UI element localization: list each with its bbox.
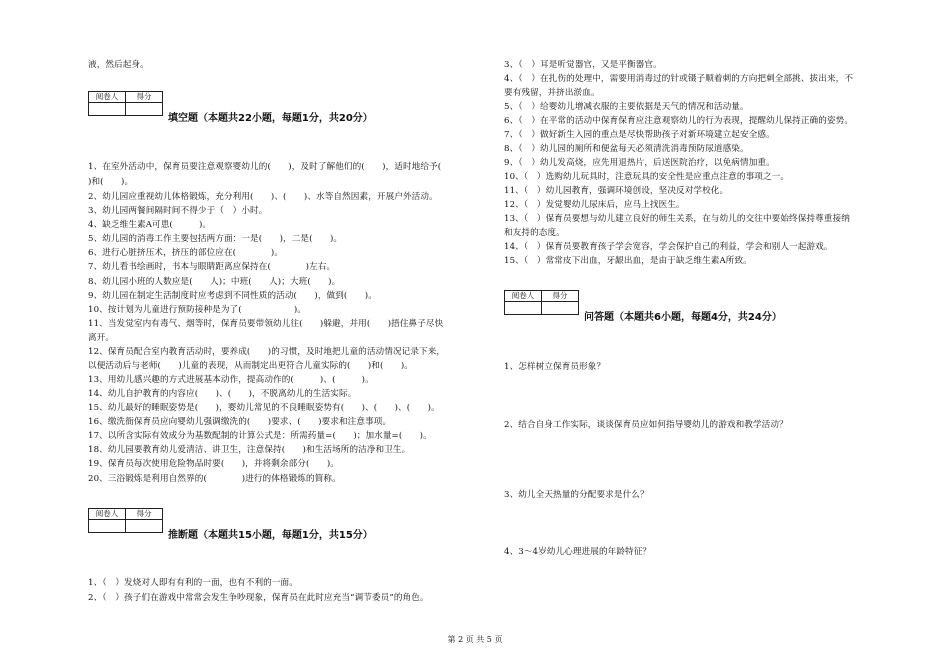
fill-line: 9、幼儿园在制定生活制度时应考虑到不同性质的活动( )，做到( )。 [88,291,377,301]
fill-line: 7、幼儿看书绘画时，书本与眼睛距离应保持在( )左右。 [88,262,336,272]
fill-line: 20、三浴锻炼是利用自然界的( )进行的体格锻炼的简称。 [88,474,341,484]
judge-line: 15、（ ）常常皮下出血，牙龈出血，是由于缺乏维生素A所致。 [504,256,752,266]
judge-line: 3、（ ）耳是听觉器官，又是平衡器官。 [504,60,662,70]
continued-text: 液，然后起身。 [88,60,149,70]
score-label: 得分 [542,291,579,302]
reviewer-label: 阅卷人 [89,92,126,103]
qa-question: 2、结合自身工作实际，谈谈保育员应如何指导婴幼儿的游戏和教学活动？ [504,420,788,430]
judge-line: 9、（ ）幼儿发高烧，应先用退热片，后送医院治疗，以免病情加重。 [504,158,775,168]
fill-line: 6、进行心脏挤压术，挤压的部位应在( )。 [88,248,284,258]
judge-line: 11、（ ）幼儿园教育，强调环境创设，坚决反对学校化。 [504,186,729,196]
fill-line: 1、在室外活动中，保育员要注意观察婴幼儿的( )，及时了解他们的( )，适时地给予( [88,162,442,172]
fill-line: 3、幼儿园两餐间隔时间不得少于（ ）小时。 [88,206,268,216]
reviewer-cell [505,302,542,315]
qa-section-title: 问答题（本题共6小题，每题4分，共24分） [584,312,782,323]
judge-line: 10、（ ）选购幼儿玩具时，注意玩具的安全性是应重点注意的事项之一。 [504,172,790,182]
fill-line: 14、幼儿自护教育的内容应( )、( )，不脱离幼儿的生活实际。 [88,389,357,399]
score-label: 得分 [126,509,163,520]
qa-question: 1、怎样树立保育员形象？ [504,362,606,372]
judge-line: 12、（ ）发觉婴幼儿尿床后，应马上找医生。 [504,200,685,210]
judge-line: 8、（ ）幼儿园的厕所和便盆每天必须清洗消毒预防尿道感染。 [504,144,749,154]
fill-line: 离开。 [88,333,115,343]
fill-line: 10、按计划为儿童进行预防接种是为了( )。 [88,305,306,315]
score-cell [542,302,579,315]
judge-line: 4、（ ）在扎伤的处理中，需要用消毒过的针或镊子顺着刺的方向把刺全部挑、拔出来，不 [504,74,854,84]
judge-line: 6、（ ）在平常的活动中保育保育应注意观察幼儿的行为表现，提醒幼儿保持正确的姿势。 [504,116,854,126]
score-cell [126,520,163,533]
score-label: 得分 [126,92,163,103]
judge-section-title: 推断题（本题共15小题，每题1分，共15分） [168,530,373,541]
fill-line: 4、缺乏维生素A可患( )。 [88,220,212,230]
judge-line: 和友持的态度。 [504,228,565,238]
fill-line: 11、当发觉室内有毒气、烟等时，保育员要带领幼儿往( )躲避，并用( )捂住鼻子尽快 [88,319,444,329]
score-box-qa [504,290,579,315]
reviewer-label: 阅卷人 [89,509,126,520]
judge-line: 7、（ ）做好新生入园的重点是尽快帮助孩子对新环境建立起安全感。 [504,130,775,140]
fill-line: 13、用幼儿感兴趣的方式进展基本动作，提高动作的( )、( )。 [88,375,374,385]
fill-line: 12、保育员配合室内教育活动时，要养成( )的习惯，及时地把儿童的活动情况记录下来， [88,347,446,357]
fill-line: 8、幼儿园小班的人数应是( 人)；中班( 人)；大班( )。 [88,277,341,287]
fill-line: 15、幼儿最好的睡眠姿势是( )，婴幼儿常见的不良睡眠姿势有( )、( )、( )。 [88,403,440,413]
reviewer-label: 阅卷人 [505,291,542,302]
page-footer: 第 2 页 共 5 页 [447,635,503,644]
reviewer-cell [89,103,126,116]
judge-line: 要有残留，并挤出淤血。 [504,88,600,98]
fill-line: 5、幼儿园的消毒工作主要包括两方面：一是( )，二是( )。 [88,234,343,244]
score-box-fill [88,91,163,116]
fill-line: 18、幼儿园要教育幼儿爱清洁、讲卫生，注意保持( )和生活场所的洁净和卫生。 [88,445,411,455]
fill-line: 19、保育员每次使用危险物品时要( )，并将剩余部分( )。 [88,459,339,469]
judge-line: 1、（ ）发烧对人即有有利的一面，也有不利的一面。 [88,578,298,588]
judge-line: 2、（ ）孩子们在游戏中常常会发生争吵现象，保育员在此时应充当“调节委员”的角色。 [88,593,429,603]
reviewer-cell [89,520,126,533]
fill-line: 2、幼儿园应重视幼儿体格锻炼，充分利用( )、( )、水等自然因素，开展户外活动。 [88,192,438,202]
score-box-judge [88,508,163,533]
qa-question: 4、3～4岁幼儿心理进展的年龄特征？ [504,547,652,557]
qa-question: 3、幼儿全天热量的分配要求是什么？ [504,490,649,500]
fill-line: )和( )。 [88,177,134,187]
judge-line: 13、（ ）保育员要想与幼儿建立良好的师生关系，在与幼儿的交往中要始终保持尊重接纳 [504,214,850,224]
judge-line: 14、（ ）保育员要教育孩子学会宽容，学会保护自己的利益，学会和别人一起游戏。 [504,242,833,252]
fill-line: 16、缴洗衙保育员应向婴幼儿强调缴洗的( )要求、( )要求和注意事项。 [88,417,392,427]
fill-line: 以便活动后与老师( )儿童的表现，从而制定出更符合儿童实际的( )和( )。 [88,361,413,371]
fill-line: 17、以所含实际有效成分为基数配制的计算公式是：所需药量=( )；加水量=( )。 [88,431,432,441]
score-cell [126,103,163,116]
fill-section-title: 填空题（本题共22小题，每题1分，共20分） [168,113,373,124]
judge-line: 5、（ ）给婴幼儿增减衣服的主要依据是天气的情况和活动量。 [504,102,749,112]
